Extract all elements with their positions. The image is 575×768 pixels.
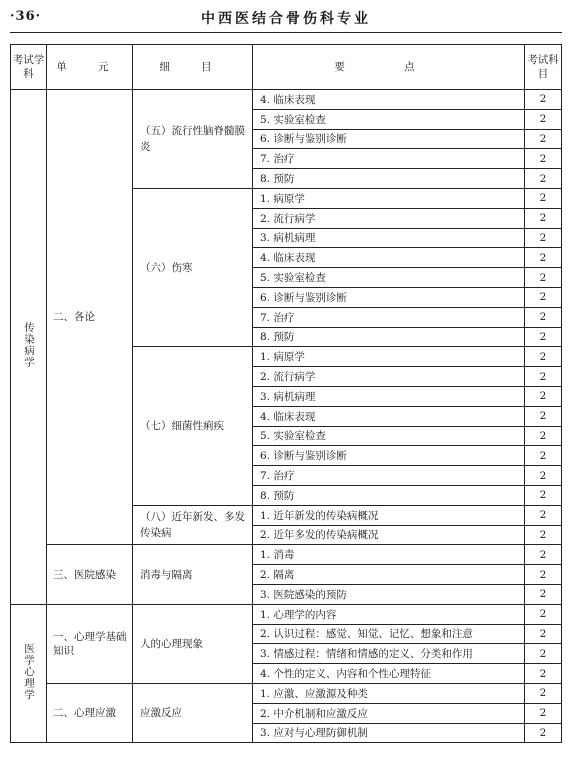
point-cell: 4. 临床表现 [253, 406, 525, 426]
item-cell: （六）伤寒 [133, 188, 253, 346]
level-cell: 2 [525, 466, 562, 486]
column-header-item: 细 目 [133, 45, 253, 90]
level-cell: 2 [525, 624, 562, 644]
point-cell: 3. 医院感染的预防 [253, 584, 525, 604]
page-number: ·36· [10, 9, 42, 24]
level-cell: 2 [525, 327, 562, 347]
point-cell: 2. 流行病学 [253, 208, 525, 228]
subject-label: 医学心理学 [23, 642, 35, 701]
item-cell: 人的心理现象 [133, 604, 253, 683]
column-header-level: 考试科目 [525, 45, 562, 90]
level-cell: 2 [525, 565, 562, 585]
point-cell: 5. 实验室检查 [253, 109, 525, 129]
point-cell: 3. 病机病理 [253, 228, 525, 248]
level-cell: 2 [525, 426, 562, 446]
point-cell: 1. 应激、应激源及种类 [253, 683, 525, 703]
table-row [11, 545, 562, 565]
column-header-unit: 单 元 [47, 45, 133, 90]
point-cell: 5. 实验室检查 [253, 426, 525, 446]
point-cell: 2. 近年多发的传染病概况 [253, 525, 525, 545]
level-cell: 2 [525, 129, 562, 149]
column-header-points: 要 点 [253, 45, 525, 90]
point-cell: 6. 诊断与鉴别诊断 [253, 129, 525, 149]
unit-cell: 三、医院感染 [47, 545, 133, 604]
level-cell: 2 [525, 683, 562, 703]
point-cell: 7. 治疗 [253, 307, 525, 327]
level-cell: 2 [525, 703, 562, 723]
point-cell: 5. 实验室检查 [253, 268, 525, 288]
level-cell: 2 [525, 723, 562, 743]
subject-cell [11, 604, 47, 743]
level-cell: 2 [525, 664, 562, 684]
point-cell: 6. 诊断与鉴别诊断 [253, 446, 525, 466]
subject-label: 传染病学 [23, 321, 35, 368]
level-cell: 2 [525, 208, 562, 228]
level-cell: 2 [525, 584, 562, 604]
level-cell: 2 [525, 149, 562, 169]
point-cell: 2. 中介机制和应激反应 [253, 703, 525, 723]
syllabus-table [10, 44, 562, 743]
column-header-subject: 考试学科 [11, 45, 47, 90]
unit-cell: 二、心理应激 [47, 683, 133, 742]
level-cell: 2 [525, 505, 562, 525]
level-cell: 2 [525, 406, 562, 426]
point-cell: 1. 近年新发的传染病概况 [253, 505, 525, 525]
level-cell: 2 [525, 228, 562, 248]
unit-cell: 二、各论 [47, 90, 133, 545]
page-title: 中西医结合骨伤科专业 [201, 11, 371, 27]
table-header-row [11, 45, 562, 90]
level-cell: 2 [525, 307, 562, 327]
point-cell: 7. 治疗 [253, 149, 525, 169]
level-cell: 2 [525, 169, 562, 189]
point-cell: 1. 病原学 [253, 188, 525, 208]
point-cell: 2. 认识过程：感觉、知觉、记忆、想象和注意 [253, 624, 525, 644]
point-cell: 3. 病机病理 [253, 386, 525, 406]
level-cell: 2 [525, 367, 562, 387]
point-cell: 1. 心理学的内容 [253, 604, 525, 624]
item-cell: 应激反应 [133, 683, 253, 742]
point-cell: 3. 应对与心理防御机制 [253, 723, 525, 743]
point-cell: 3. 情感过程：情绪和情感的定义、分类和作用 [253, 644, 525, 664]
level-cell: 2 [525, 287, 562, 307]
table-row [11, 90, 562, 110]
point-cell: 6. 诊断与鉴别诊断 [253, 287, 525, 307]
point-cell: 7. 治疗 [253, 466, 525, 486]
level-cell: 2 [525, 347, 562, 367]
level-cell: 2 [525, 644, 562, 664]
table-body [11, 90, 562, 743]
level-cell: 2 [525, 485, 562, 505]
item-cell: 消毒与隔离 [133, 545, 253, 604]
table-row [11, 604, 562, 624]
point-cell: 8. 预防 [253, 485, 525, 505]
point-cell: 1. 病原学 [253, 347, 525, 367]
page-header [10, 0, 562, 33]
level-cell: 2 [525, 545, 562, 565]
item-cell: （七）细菌性痢疾 [133, 347, 253, 505]
unit-cell: 一、心理学基础知识 [47, 604, 133, 683]
level-cell: 2 [525, 188, 562, 208]
point-cell: 8. 预防 [253, 169, 525, 189]
point-cell: 4. 个性的定义、内容和个性心理特征 [253, 664, 525, 684]
table-row [11, 683, 562, 703]
level-cell: 2 [525, 604, 562, 624]
point-cell: 2. 流行病学 [253, 367, 525, 387]
level-cell: 2 [525, 90, 562, 110]
point-cell: 4. 临床表现 [253, 90, 525, 110]
subject-cell [11, 90, 47, 605]
point-cell: 8. 预防 [253, 327, 525, 347]
item-cell: （五）流行性脑脊髓膜炎 [133, 90, 253, 189]
level-cell: 2 [525, 109, 562, 129]
level-cell: 2 [525, 268, 562, 288]
point-cell: 1. 消毒 [253, 545, 525, 565]
level-cell: 2 [525, 248, 562, 268]
point-cell: 4. 临床表现 [253, 248, 525, 268]
item-cell: （八）近年新发、多发传染病 [133, 505, 253, 545]
level-cell: 2 [525, 386, 562, 406]
level-cell: 2 [525, 446, 562, 466]
point-cell: 2. 隔离 [253, 565, 525, 585]
level-cell: 2 [525, 525, 562, 545]
